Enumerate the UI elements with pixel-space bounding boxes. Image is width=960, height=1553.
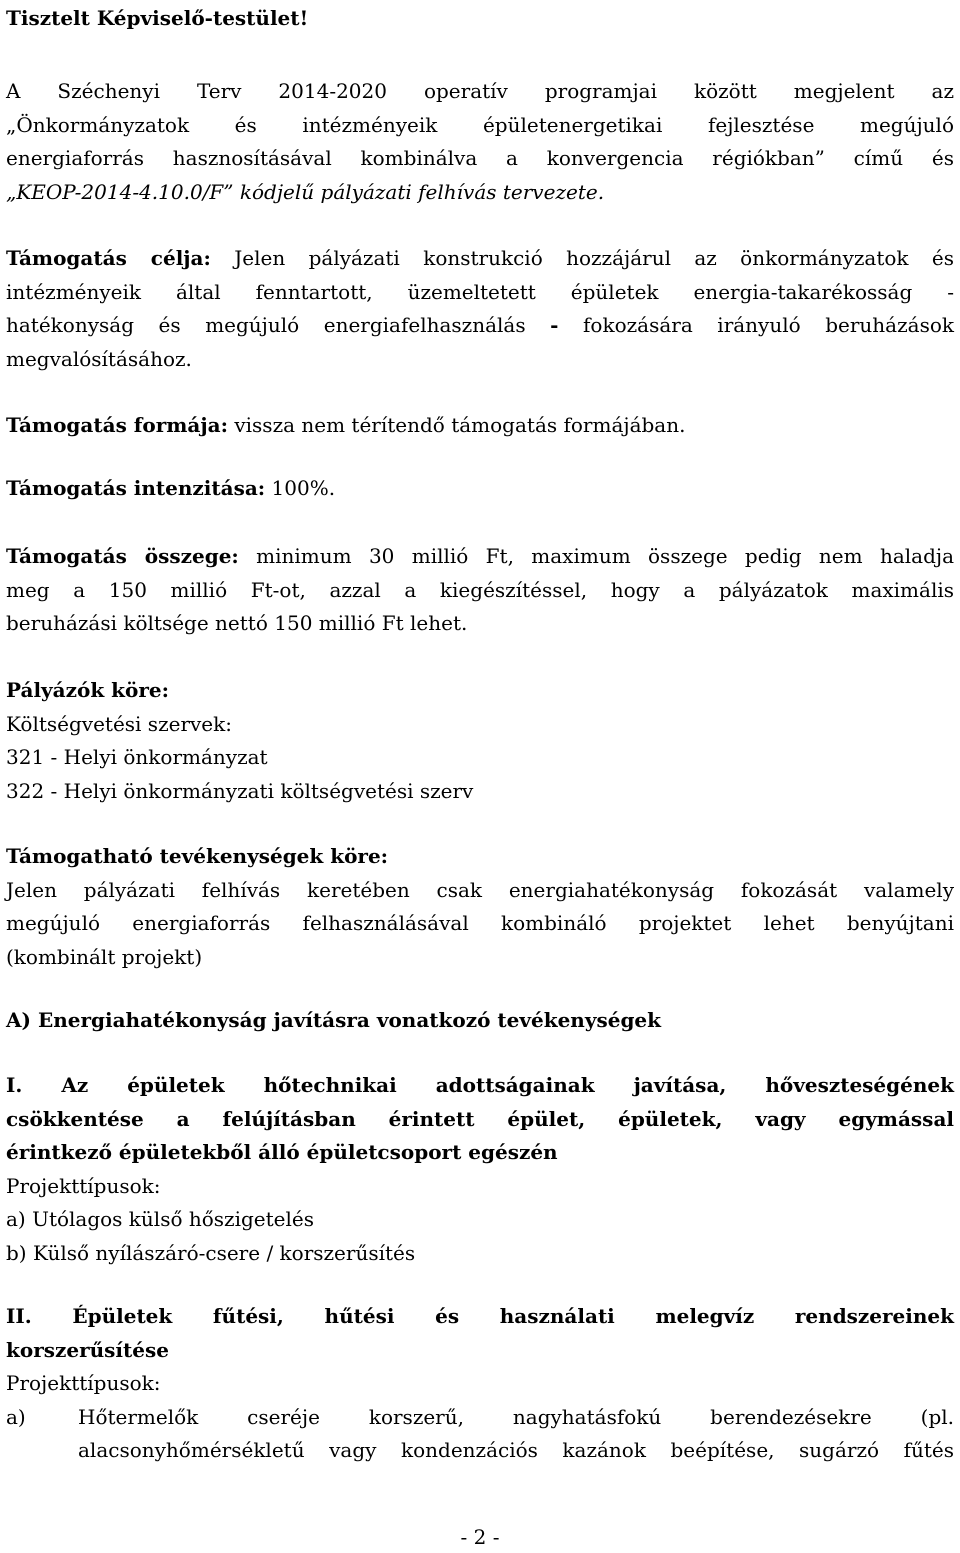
applicants-line-3: 322 - Helyi önkormányzati költségvetési szerv: [6, 778, 474, 803]
intro-line-2: „Önkormányzatok és intézményeik épületenergetikai fejlesztése megújuló: [6, 112, 954, 137]
intro-paragraph: [6, 75, 954, 209]
section-1-line-2: csökkentése a felújításban érintett épület, épületek, vagy egymással: [6, 1106, 954, 1131]
section-1-item-b: b) Külső nyílászáró-csere / korszerűsítés: [6, 1240, 416, 1265]
intro-line-3: energiaforrás hasznosításával kombinálva a konvergencia régiókban” című és: [6, 146, 954, 170]
activities-label: Támogatható tevékenységek köre:: [6, 844, 389, 868]
applicants-section: [6, 674, 954, 808]
section-2-line-1: II. Épületek fűtési, hűtési és használati melegvíz rendszereinek: [6, 1304, 954, 1328]
section-2-item-a-label: a): [6, 1404, 26, 1429]
activities-line-1: Jelen pályázati felhívás keretében csak energiahatékonyság fokozását valamely: [6, 877, 954, 902]
section-1-project-types-label: Projekttípusok:: [6, 1173, 161, 1198]
support-goal-paragraph: [6, 242, 954, 376]
section-2: [6, 1300, 954, 1468]
section-a-heading: A) Energiahatékonyság javításra vonatkozó tevékenységek: [6, 1008, 662, 1032]
activities-section: [6, 840, 954, 974]
support-goal-line-4: megvalósításához.: [6, 346, 192, 371]
applicants-line-1: Költségvetési szervek:: [6, 711, 232, 736]
support-amount-line-2: meg a 150 millió Ft-ot, azzal a kiegészítéssel, hogy a pályázatok maximális: [6, 577, 954, 602]
section-2-item-a: [6, 1401, 954, 1435]
support-form-paragraph: [6, 409, 954, 443]
support-amount-line-3: beruházási költsége nettó 150 millió Ft lehet.: [6, 611, 468, 635]
support-goal-line-2: intézményeik által fenntartott, üzemeltetett épületek energia-takarékosság -: [6, 279, 954, 304]
applicants-line-2: 321 - Helyi önkormányzat: [6, 745, 268, 769]
support-intensity-label: Támogatás intenzitása:: [6, 476, 266, 500]
support-amount-paragraph: Támogatás összege: minimum 30 millió Ft, maximum összege pedig nem haladja meg a 150 millió Ft-ot, azzal a kiegészítéssel, hogy a pályázatok maximális beruházási költsége nettó 150 millió Ft lehet.: [6, 540, 954, 641]
section-1-line-3: érintkező épületekből álló épületcsoport egészén: [6, 1140, 558, 1164]
section-2-line-2: korszerűsítése: [6, 1337, 169, 1362]
page-number: - 2 -: [460, 1525, 500, 1549]
section-2-item-a-line-2: alacsonyhőmérsékletű vagy kondenzációs kazánok beépítése, sugárzó fűtés: [78, 1438, 954, 1462]
section-1-item-a: a) Utólagos külső hőszigetelés: [6, 1207, 314, 1231]
support-goal-label: Támogatás célja:: [6, 246, 211, 270]
section-2-item-a-line-1: Hőtermelők cseréje korszerű, nagyhatásfokú berendezésekre (pl.: [78, 1404, 954, 1429]
support-intensity-value: 100%.: [265, 476, 336, 500]
support-amount-label: Támogatás összege:: [6, 544, 239, 568]
activities-line-2: megújuló energiaforrás felhasználásával kombináló projektet lehet benyújtani: [6, 911, 954, 935]
support-form-text: vissza nem térítendő támogatás formájában.: [227, 413, 686, 437]
intro-line-1: A Széchenyi Terv 2014-2020 operatív programjai között megjelent az: [6, 79, 954, 103]
support-form-label: Támogatás formája:: [6, 413, 228, 437]
section-1: [6, 1069, 954, 1270]
section-2-item-a-cont: [6, 1434, 954, 1468]
page-title: Tisztelt Képviselő-testület!: [6, 6, 309, 30]
support-goal-line-3: hatékonyság és megújuló energiafelhasználás - fokozására irányuló beruházások: [6, 313, 954, 337]
applicants-label: Pályázók köre:: [6, 678, 169, 702]
section-1-line-1: I. Az épületek hőtechnikai adottságainak javítása, hőveszteségének: [6, 1073, 954, 1097]
section-2-project-types-label: Projekttípusok:: [6, 1371, 161, 1395]
intro-line-4: „KEOP-2014-4.10.0/F” kódjelű pályázati felhívás tervezete.: [6, 179, 605, 204]
support-goal-line-1: Támogatás célja: Jelen pályázati konstrukció hozzájárul az önkormányzatok és: [6, 246, 955, 270]
activities-line-3: (kombinált projekt): [6, 944, 203, 969]
support-intensity-paragraph: [6, 472, 954, 506]
